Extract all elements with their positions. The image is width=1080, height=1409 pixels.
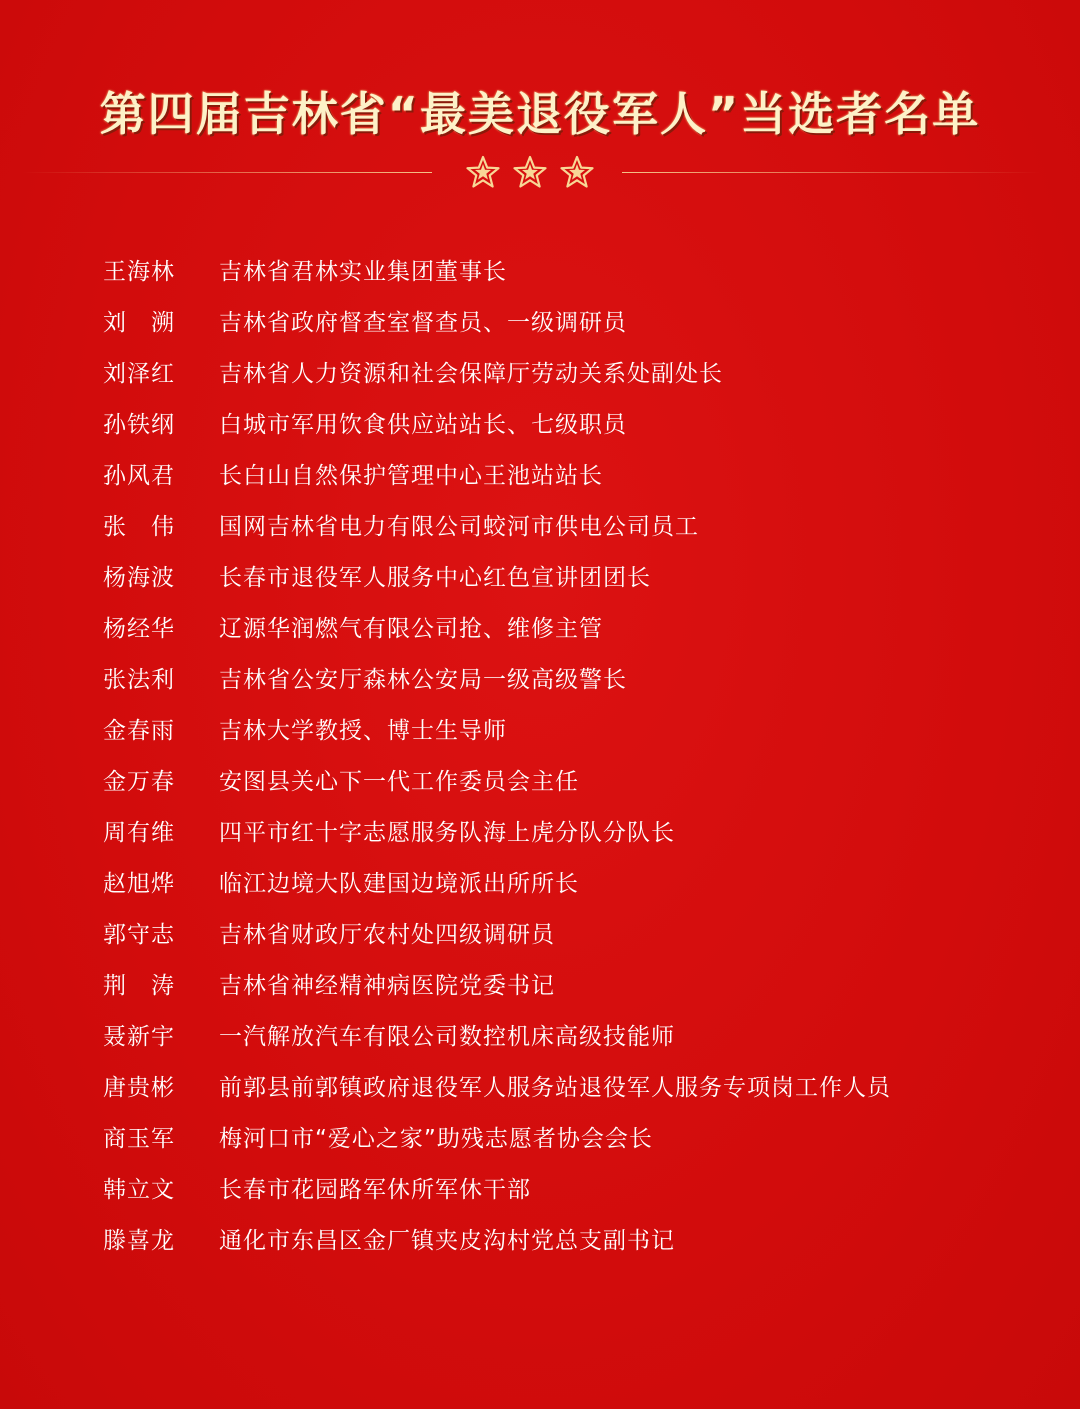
recipient-title: 吉林省君林实业集团董事长 (219, 258, 507, 285)
recipient-name: 杨经华 (103, 615, 175, 642)
recipient-title: 白城市军用饮食供应站站长、七级职员 (219, 411, 627, 438)
recipient-title: 四平市红十字志愿服务队海上虎分队分队长 (219, 819, 675, 846)
list-item (103, 807, 1043, 858)
star-divider (466, 155, 594, 191)
list-item (103, 1164, 1043, 1215)
recipient-title: 吉林省财政厅农村处四级调研员 (219, 921, 555, 948)
star-icon (560, 155, 594, 189)
recipient-title: 梅河口市“爱心之家”助残志愿者协会会长 (219, 1125, 653, 1152)
recipient-title: 临江边境大队建国边境派出所所长 (219, 870, 579, 897)
recipient-title: 吉林省政府督查室督查员、一级调研员 (219, 309, 627, 336)
list-item (103, 654, 1043, 705)
recipient-title: 通化市东昌区金厂镇夹皮沟村党总支副书记 (219, 1227, 675, 1254)
recipient-name: 韩立文 (103, 1176, 175, 1203)
list-item (103, 705, 1043, 756)
recipient-name: 滕喜龙 (103, 1227, 175, 1254)
recipient-name: 刘泽红 (103, 360, 175, 387)
list-item (103, 297, 1043, 348)
recipient-title: 吉林省公安厅森林公安局一级高级警长 (219, 666, 627, 693)
list-item (103, 348, 1043, 399)
list-item (103, 1011, 1043, 1062)
recipient-name: 张 伟 (103, 513, 175, 540)
list-item (103, 603, 1043, 654)
recipient-title: 国网吉林省电力有限公司蛟河市供电公司员工 (219, 513, 699, 540)
divider-line-left (22, 172, 432, 173)
recipient-name: 金春雨 (103, 717, 175, 744)
divider-line-right (622, 172, 1040, 173)
list-item (103, 909, 1043, 960)
list-item (103, 1215, 1043, 1266)
recipient-name: 商玉军 (103, 1125, 175, 1152)
star-icon (466, 155, 500, 189)
recipient-title: 前郭县前郭镇政府退役军人服务站退役军人服务专项岗工作人员 (219, 1074, 891, 1101)
list-item (103, 552, 1043, 603)
recipient-name: 金万春 (103, 768, 175, 795)
list-item (103, 450, 1043, 501)
recipient-name: 周有维 (103, 819, 175, 846)
star-icon (513, 155, 547, 189)
page-title: 第四届吉林省“最美退役军人”当选者名单 (99, 87, 981, 141)
list-item (103, 399, 1043, 450)
recipient-name: 刘 溯 (103, 309, 175, 336)
list-item (103, 246, 1043, 297)
list-item (103, 960, 1043, 1011)
recipient-title: 长春市花园路军休所军休干部 (219, 1176, 531, 1203)
recipient-title: 长白山自然保护管理中心王池站站长 (219, 462, 603, 489)
list-item (103, 756, 1043, 807)
recipient-title: 辽源华润燃气有限公司抢、维修主管 (219, 615, 603, 642)
recipient-name: 郭守志 (103, 921, 175, 948)
recipient-title: 安图县关心下一代工作委员会主任 (219, 768, 579, 795)
list-item (103, 1062, 1043, 1113)
list-item (103, 858, 1043, 909)
recipient-title: 一汽解放汽车有限公司数控机床高级技能师 (219, 1023, 675, 1050)
recipient-name: 孙铁纲 (103, 411, 175, 438)
list-item (103, 1113, 1043, 1164)
recipient-name: 赵旭烨 (103, 870, 175, 897)
recipient-list (103, 246, 1043, 1266)
recipient-name: 聂新宇 (103, 1023, 175, 1050)
recipient-title: 吉林省神经精神病医院党委书记 (219, 972, 555, 999)
recipient-title: 长春市退役军人服务中心红色宣讲团团长 (219, 564, 651, 591)
recipient-title: 吉林省人力资源和社会保障厅劳动关系处副处长 (219, 360, 723, 387)
recipient-name: 唐贵彬 (103, 1074, 175, 1101)
recipient-name: 王海林 (103, 258, 175, 285)
recipient-name: 孙风君 (103, 462, 175, 489)
recipient-title: 吉林大学教授、博士生导师 (219, 717, 507, 744)
list-item (103, 501, 1043, 552)
recipient-name: 张法利 (103, 666, 175, 693)
recipient-name: 杨海波 (103, 564, 175, 591)
recipient-name: 荆 涛 (103, 972, 175, 999)
